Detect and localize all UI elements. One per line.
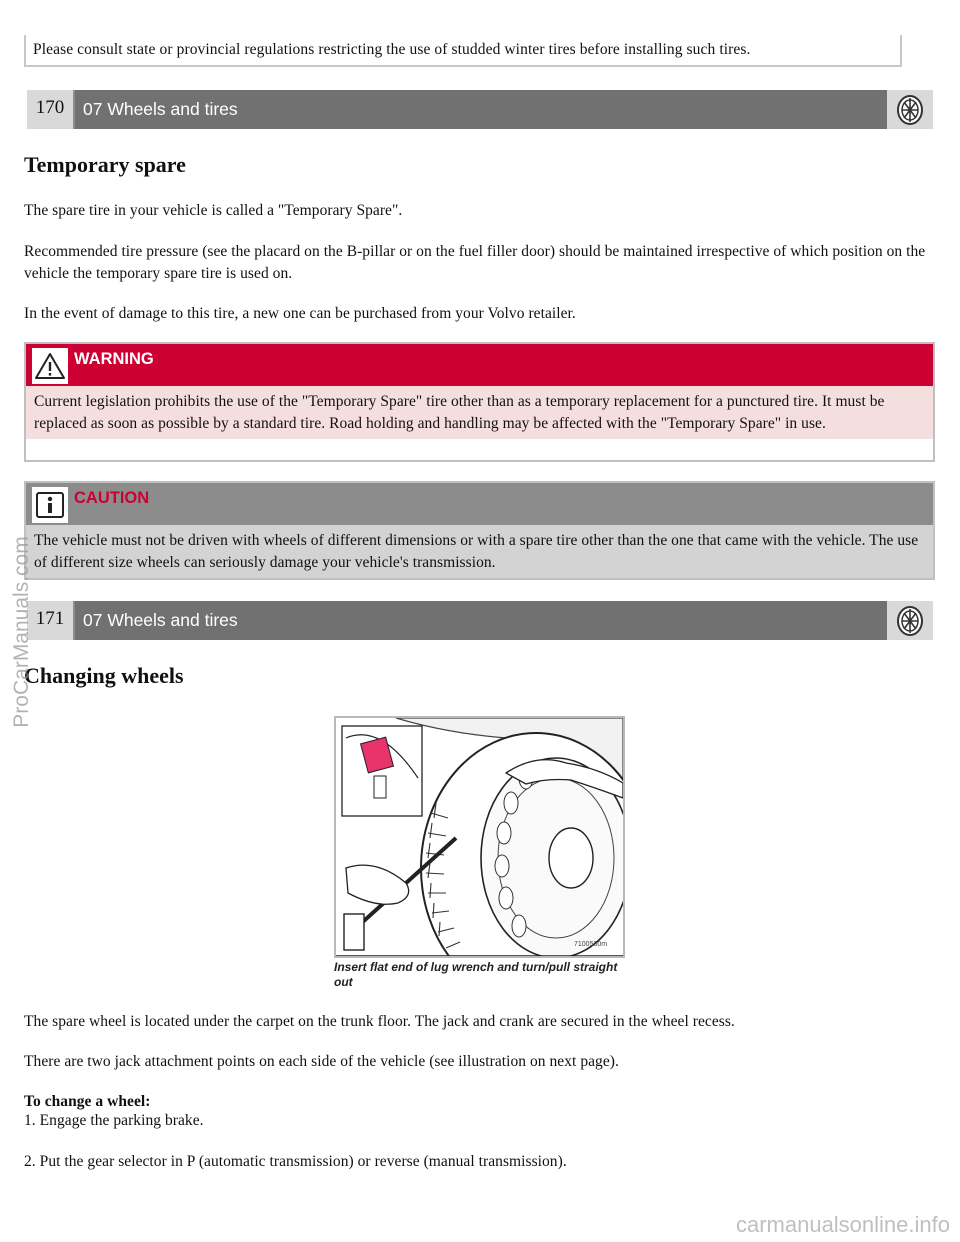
studded-tire-note-text: Please consult state or provincial regulations restricting the use of studded winter tires before installing such tires. (33, 41, 751, 58)
steps-title: To change a wheel: (24, 1093, 151, 1110)
chapter-title: 07 Wheels and tires (75, 90, 887, 129)
figure-code: 7100530m (574, 941, 608, 948)
paragraph: The spare wheel is located under the carpet on the trunk floor. The jack and crank are secured in the wheel recess. (24, 1013, 735, 1030)
wheel-icon (895, 605, 925, 637)
warning-title: WARNING (74, 350, 154, 368)
warning-text: Current legislation prohibits the use of the "Temporary Spare" tire other than as a temporary replacement for a punctured tire. It must be replaced as soon as possible by a standard tire. Road holding and handling may be affected with the "Temporary Spare" in use. (26, 386, 933, 439)
paragraph: The spare tire in your vehicle is called a "Temporary Spare". (24, 202, 403, 219)
paragraph: Recommended tire pressure (see the placard on the B-pillar or on the fuel filler door) should be maintained irrespective of which position on the vehicle the temporary spare tire is used on. (24, 243, 926, 282)
paragraph: In the event of damage to this tire, a new one can be purchased from your Volvo retailer. (24, 305, 576, 322)
page-header-170 (27, 90, 933, 129)
caution-title: CAUTION (74, 489, 150, 507)
page-number: 171 (27, 601, 73, 640)
paragraph: There are two jack attachment points on each side of the vehicle (see illustration on next page). (24, 1053, 619, 1070)
caution-header (26, 483, 933, 525)
caution-icon-box (32, 487, 68, 523)
step-item: 2. Put the gear selector in P (automatic transmission) or reverse (manual transmission). (24, 1153, 567, 1170)
warning-box (24, 342, 935, 462)
info-book-icon (34, 489, 66, 521)
chapter-title: 07 Wheels and tires (75, 601, 887, 640)
wheel-change-illustration (334, 716, 625, 958)
caution-text: The vehicle must not be driven with wheels of different dimensions or with a spare tire other than the one that came with the vehicle. The use of different size wheels can seriously damage your vehicle's transmission. (26, 525, 933, 578)
chapter-icon-box (887, 90, 933, 129)
studded-tire-note (24, 35, 902, 67)
page-header-171 (27, 601, 933, 640)
warning-icon-box (32, 348, 68, 384)
caution-box (24, 481, 935, 580)
section-title-temporary-spare: Temporary spare (24, 152, 186, 177)
step-item: 1. Engage the parking brake. (24, 1112, 204, 1129)
warning-triangle-icon (34, 351, 66, 381)
side-watermark: ProCarManuals.com (10, 536, 33, 728)
lug-wrench-illustration (336, 718, 623, 956)
chapter-icon-box (887, 601, 933, 640)
section-title-changing-wheels: Changing wheels (24, 663, 184, 688)
page-number: 170 (27, 90, 73, 129)
figure-caption: Insert flat end of lug wrench and turn/pull straight out (334, 960, 618, 989)
footer-watermark: carmanualsonline.info (735, 1212, 950, 1237)
warning-header (26, 344, 933, 386)
wheel-icon (895, 94, 925, 126)
